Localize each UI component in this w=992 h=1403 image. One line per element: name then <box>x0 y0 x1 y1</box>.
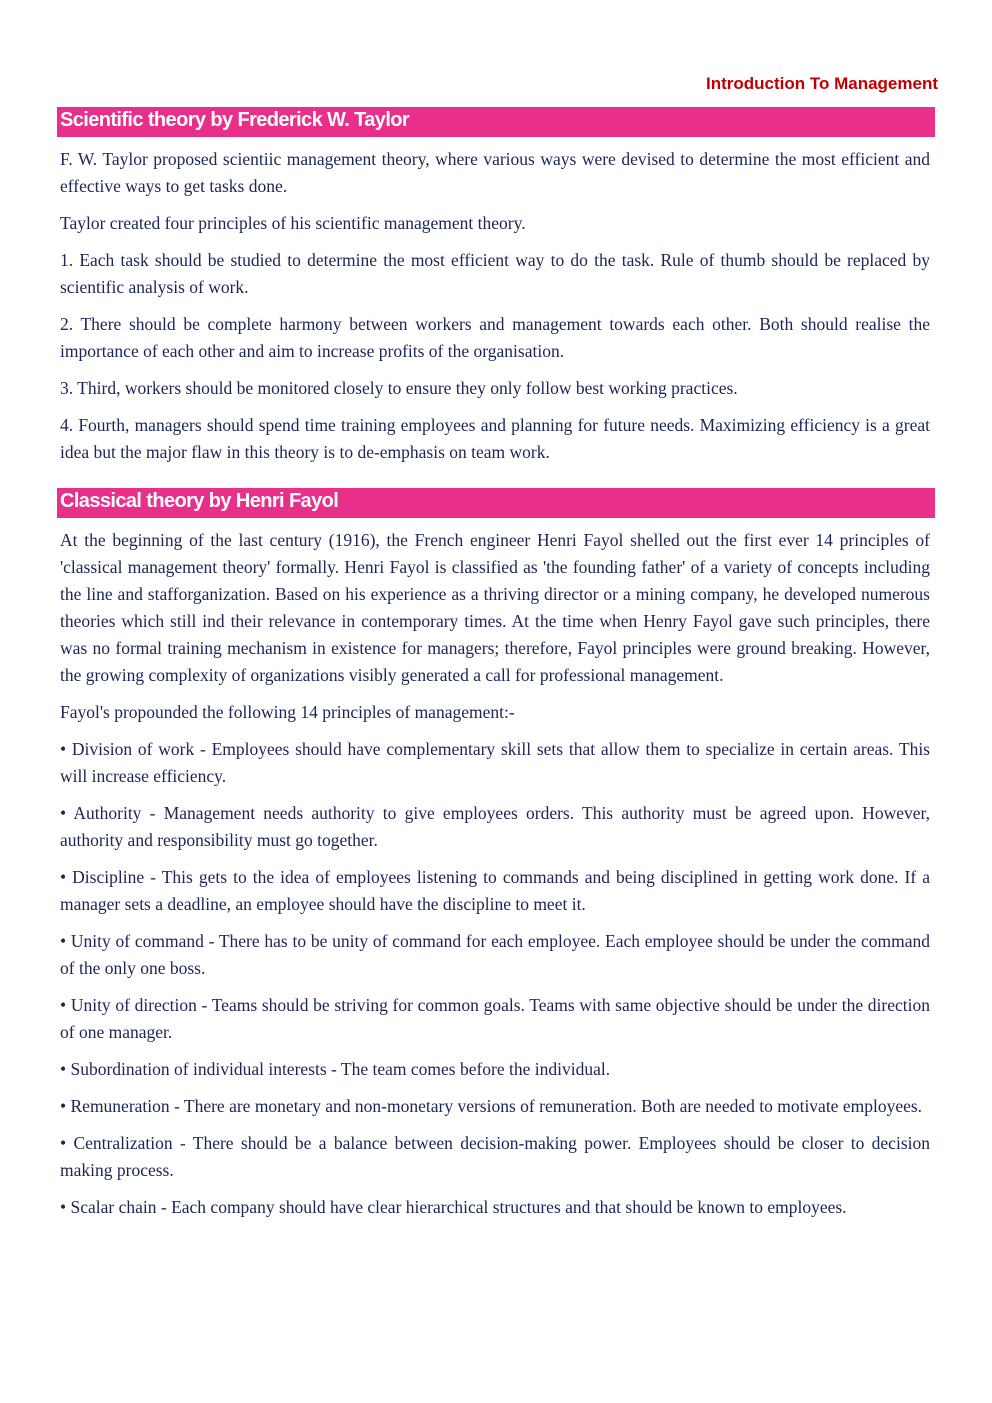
paragraph: • Unity of command - There has to be unity of command for each employee. Each employee should be under the command of the only one boss. <box>60 931 930 978</box>
running-head: Introduction To Management <box>705 74 938 93</box>
paragraph: At the beginning of the last century (1916), the French engineer Henri Fayol shelled out the first ever 14 principles of 'classical management theory' formally. Henri Fayol is classified as 'the founding father' of a variety of concepts including the line and stafforganization. Based on his experience as a thriving director or a mining company, he developed numerous theories which still ind their relevance in contemporary times. At the time when Henry Fayol gave such principles, there was no formal training mechanism in existence for managers; therefore, Fayol principles were ground breaking. However, the growing complexity of organizations visibly generated a call for professional management. <box>60 530 930 685</box>
paragraph: Taylor created four principles of his scientific management theory. <box>60 213 526 233</box>
document-body <box>57 107 935 1231</box>
paragraph: F. W. Taylor proposed scientiic management theory, where various ways were devised to determine the most efficient and effective ways to get tasks done. <box>60 149 930 196</box>
section-heading: Scientific theory by Frederick W. Taylor <box>57 107 935 137</box>
section-heading: Classical theory by Henri Fayol <box>57 488 935 518</box>
paragraph: • Subordination of individual interests - The team comes before the individual. <box>60 1059 611 1079</box>
paragraph: Fayol's propounded the following 14 principles of management:- <box>60 702 515 722</box>
section-gap <box>57 476 935 488</box>
paragraph: • Unity of direction - Teams should be striving for common goals. Teams with same objective should be under the direction of one manager. <box>60 995 930 1042</box>
paragraph: 2. There should be complete harmony between workers and management towards each other. Both should realise the importance of each other and aim to increase profits of the organisation. <box>60 314 930 361</box>
paragraph: 1. Each task should be studied to determine the most efficient way to do the task. Rule of thumb should be replaced by scientific analysis of work. <box>60 250 930 297</box>
paragraph: • Scalar chain - Each company should have clear hierarchical structures and that should be known to employees. <box>60 1197 847 1217</box>
paragraph: 3. Third, workers should be monitored closely to ensure they only follow best working practices. <box>60 378 738 398</box>
paragraph: • Authority - Management needs authority to give employees orders. This authority must be agreed upon. However, authority and responsibility must go together. <box>60 803 930 850</box>
paragraph: 4. Fourth, managers should spend time training employees and planning for future needs. Maximizing efficiency is a great idea but the major flaw in this theory is to de-emphasis on team work. <box>60 415 930 462</box>
paragraph: • Centralization - There should be a balance between decision-making power. Employees should be closer to decision making process. <box>60 1133 930 1180</box>
paragraph: • Discipline - This gets to the idea of employees listening to commands and being disciplined in getting work done. If a manager sets a deadline, an employee should have the discipline to meet it. <box>60 867 930 914</box>
paragraph: • Division of work - Employees should have complementary skill sets that allow them to specialize in certain areas. This will increase efficiency. <box>60 739 930 786</box>
paragraph: • Remuneration - There are monetary and non-monetary versions of remuneration. Both are needed to motivate employees. <box>60 1096 923 1116</box>
